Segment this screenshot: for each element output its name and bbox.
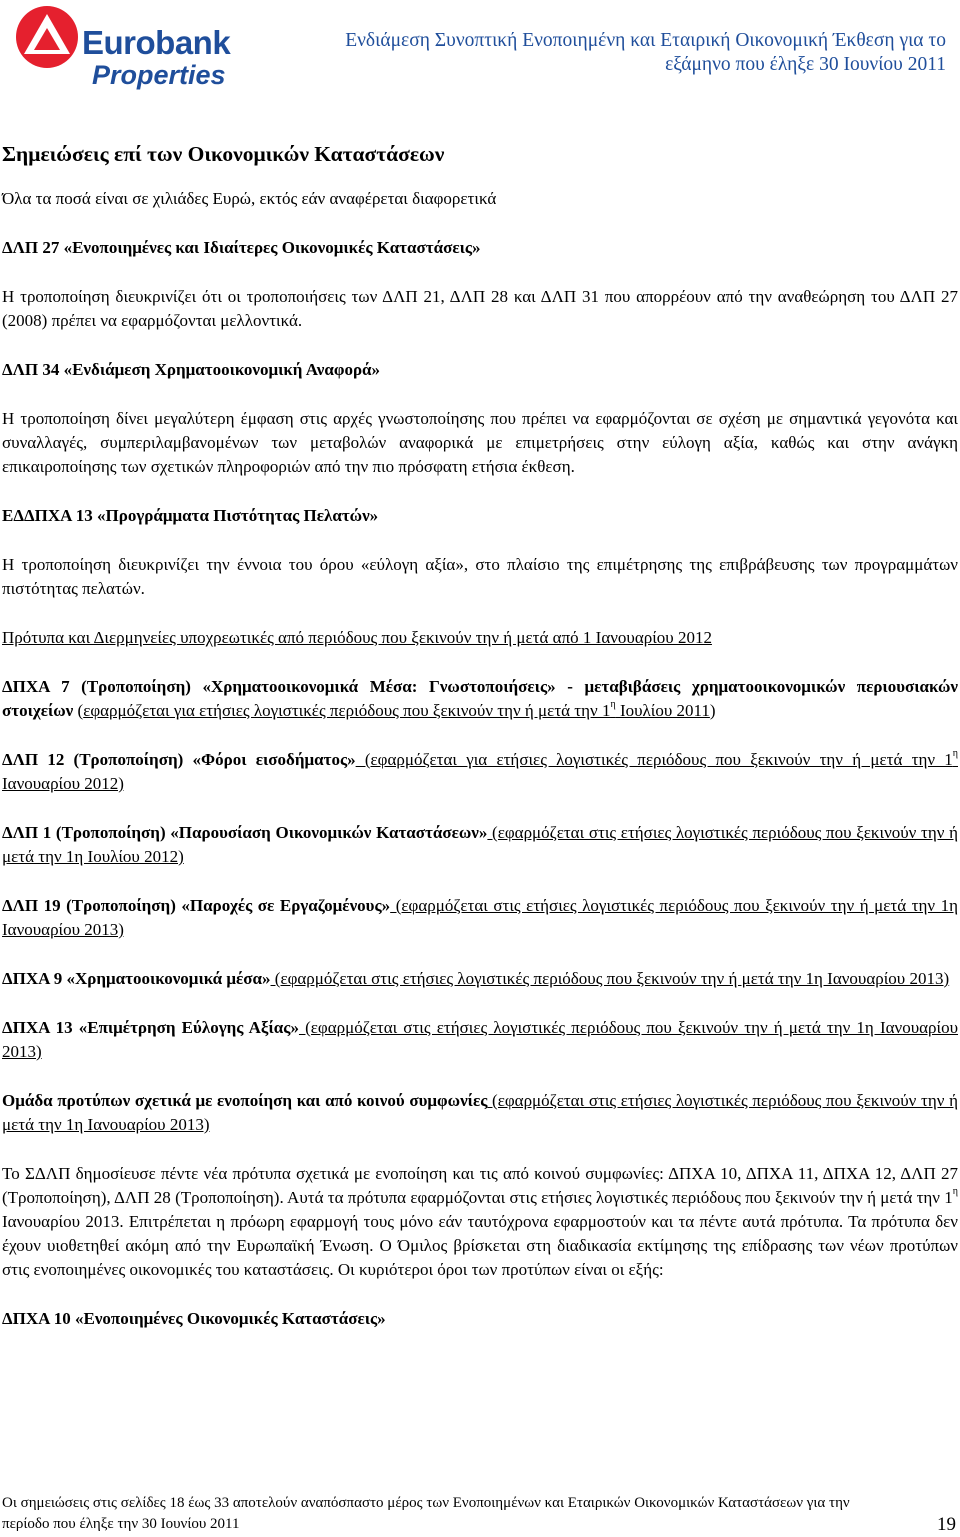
report-title-line2: εξάμηνο που έληξε 30 Ιουνίου 2011 [665, 54, 946, 75]
ias19-heading: ΔΛΠ 19 (Τροποποίηση) «Παροχές σε Εργαζομένους» [2, 896, 391, 915]
intro-note: Όλα τα ποσά είναι σε χιλιάδες Ευρώ, εκτός εάν αναφέρεται διαφορετικά [2, 189, 497, 208]
footer-line2: περίοδο που έληξε την 30 Ιουνίου 2011 [2, 1516, 240, 1532]
ias12-applies-text: (εφαρμόζεται για ετήσιες λογιστικές περιόδους που ξεκινούν την ή μετά την 1 [355, 750, 953, 769]
ifrs7-heading: ΔΠΧΑ 7 (Τροποποίηση) «Χρηματοοικονομικά Μέσα: Γνωστοποιήσεις» - μεταβιβάσεις χρηματοοικονομικών περιουσιακών στοιχείων [2, 677, 958, 720]
ias1-applies: (εφαρμόζεται στις ετήσιες λογιστικές περιόδους που ξεκινούν την ή μετά την 1η Ιουλίου 2012) [2, 823, 958, 866]
page-header [0, 0, 960, 100]
group-body [2, 1162, 958, 1282]
logo-subtitle: Properties [92, 60, 226, 90]
group-applies: (εφαρμόζεται στις ετήσιες λογιστικές περιόδους που ξεκινούν την ή μετά την 1η Ιανουαρίου 2013) [2, 1091, 958, 1134]
ias27-heading: ΔΛΠ 27 «Ενοποιημένες και Ιδιαίτερες Οικονομικές Καταστάσεις» [2, 238, 481, 257]
document-body [2, 140, 958, 1331]
group-body-part2: Ιανουαρίου 2013. Επιτρέπεται η πρόωρη εφαρμογή τους μόνο εάν ταυτόχρονα εφαρμοστούν και τα πέντε αυτά πρότυπα. Τα πρότυπα δεν έχουν υιοθετηθεί ακόμη από την Ευρωπαϊκή Ένωση. Ο Όμιλος βρίσκεται στη διαδικασία εκτίμησης της επίδρασης των νέων προτύπων στις ενοποιημένες οικονομικές του καταστάσεις. Οι κυριότεροι όροι των προτύπων είναι οι εξής: [2, 1212, 958, 1279]
page-footer [2, 1493, 958, 1535]
group-heading: Ομάδα προτύπων σχετικά με ενοποίηση και από κοινού συμφωνίες [2, 1091, 488, 1110]
ias12-heading: ΔΛΠ 12 (Τροποποίηση) «Φόροι εισοδήματος» [2, 750, 356, 769]
standards-subtitle: Πρότυπα και Διερμηνείες υποχρεωτικές από περιόδους που ξεκινούν την ή μετά από 1 Ιανουαρίου 2012 [2, 628, 712, 647]
ifrs7-paragraph [2, 675, 958, 723]
section-title: Σημειώσεις επί των Οικονομικών Καταστάσεων [2, 142, 445, 166]
ifrs13-paragraph [2, 1016, 958, 1064]
ifrs7-open-paren: ( [73, 701, 84, 720]
ias19-paragraph [2, 894, 958, 942]
ifrs7-applies-end: Ιουλίου 2011 [615, 701, 710, 720]
group-body-part1: Το ΣΔΛΠ δημοσίευσε πέντε νέα πρότυπα σχετικά με ενοποίηση και τις από κοινού συμφωνίες: ΔΠΧΑ 10, ΔΠΧΑ 11, ΔΠΧΑ 12, ΔΛΠ 27 (Τροποποίηση), ΔΛΠ 28 (Τροποποίηση). Αυτά τα πρότυπα εφαρμόζονται στις ετήσιες λογιστικές περιόδους που ξεκινούν την ή μετά την 1 [2, 1164, 958, 1207]
ifrs9-applies: (εφαρμόζεται στις ετήσιες λογιστικές περιόδους που ξεκινούν την ή μετά την 1η Ιανουαρίου 2013) [270, 969, 950, 988]
ias34-heading: ΔΛΠ 34 «Ενδιάμεση Χρηματοοικονομική Αναφορά» [2, 360, 381, 379]
ias12-applies-end: Ιανουαρίου 2012) [2, 774, 124, 793]
report-title-line1: Ενδιάμεση Συνοπτική Ενοποιημένη και Εταιρική Οικονομική Έκθεση για το [345, 30, 946, 51]
ifrs9-paragraph [2, 967, 958, 991]
ifrs9-heading: ΔΠΧΑ 9 «Χρηματοοικονομικά μέσα» [2, 969, 271, 988]
ias19-applies: (εφαρμόζεται στις ετήσιες λογιστικές περιόδους που ξεκινούν την ή μετά την 1η Ιανουαρίου 2013) [2, 896, 958, 939]
footer-line1: Οι σημειώσεις στις σελίδες 18 έως 33 αποτελούν αναπόσπαστο μέρος των Ενοποιημένων και Εταιρικών Οικονομικών Καταστάσεων για την [2, 1495, 850, 1511]
ifrs7-applies [83, 701, 710, 720]
eurobank-properties-logo [14, 4, 231, 96]
logo-wordmark: Eurobank [82, 24, 231, 61]
group-body-sup: η [952, 1186, 958, 1197]
ias1-paragraph [2, 821, 958, 869]
ias12-paragraph [2, 748, 958, 796]
ias1-heading: ΔΛΠ 1 (Τροποποίηση) «Παρουσίαση Οικονομικών Καταστάσεων» [2, 823, 488, 842]
page-number: 19 [937, 1514, 956, 1535]
ifrs7-applies-text: εφαρμόζεται για ετήσιες λογιστικές περιόδους που ξεκινούν την ή μετά την 1 [83, 701, 611, 720]
ifric13-body: Η τροποποίηση διευκρινίζει την έννοια του όρου «εύλογη αξία», στο πλαίσιο της επιμέτρησης της επιβράβευσης των προγραμμάτων πιστότητας πελατών. [2, 555, 958, 598]
group-paragraph [2, 1089, 958, 1137]
ias12-sup: η [952, 748, 958, 759]
ifrs13-heading: ΔΠΧΑ 13 «Επιμέτρηση Εύλογης Αξίας» [2, 1018, 299, 1037]
ifrs13-applies: (εφαρμόζεται στις ετήσιες λογιστικές περιόδους που ξεκινούν την ή μετά την 1η Ιανουαρίου 2013) [2, 1018, 959, 1061]
ifric13-heading: ΕΔΔΠΧΑ 13 «Προγράμματα Πιστότητας Πελατών» [2, 506, 379, 525]
ifrs10-heading: ΔΠΧΑ 10 «Ενοποιημένες Οικονομικές Καταστάσεις» [2, 1309, 386, 1328]
ifrs7-sup: η [610, 699, 616, 710]
ias27-body: Η τροποποίηση διευκρινίζει ότι οι τροποποιήσεις των ΔΛΠ 21, ΔΛΠ 28 και ΔΛΠ 31 που απορρέουν από την αναθεώρηση του ΔΛΠ 27 (2008) πρέπει να εφαρμόζονται μελλοντικά. [2, 287, 958, 330]
ifrs7-close-paren: ) [709, 701, 716, 720]
report-title [286, 29, 946, 77]
logo-emblem-icon [14, 4, 80, 70]
ias34-body: Η τροποποίηση δίνει μεγαλύτερη έμφαση στις αρχές γνωστοποίησης που πρέπει να εφαρμόζονται σε σχέση με σημαντικά γεγονότα και συναλλαγές, συμπεριλαμβανομένων των μεταβολών αναφορικά με επιμετρήσεις στην εύλογη αξία, καθώς και στην ανάγκη επικαιροποίησης των σχετικών πληροφοριών από την πιο πρόσφατη ετήσια έκθεση. [2, 409, 958, 476]
